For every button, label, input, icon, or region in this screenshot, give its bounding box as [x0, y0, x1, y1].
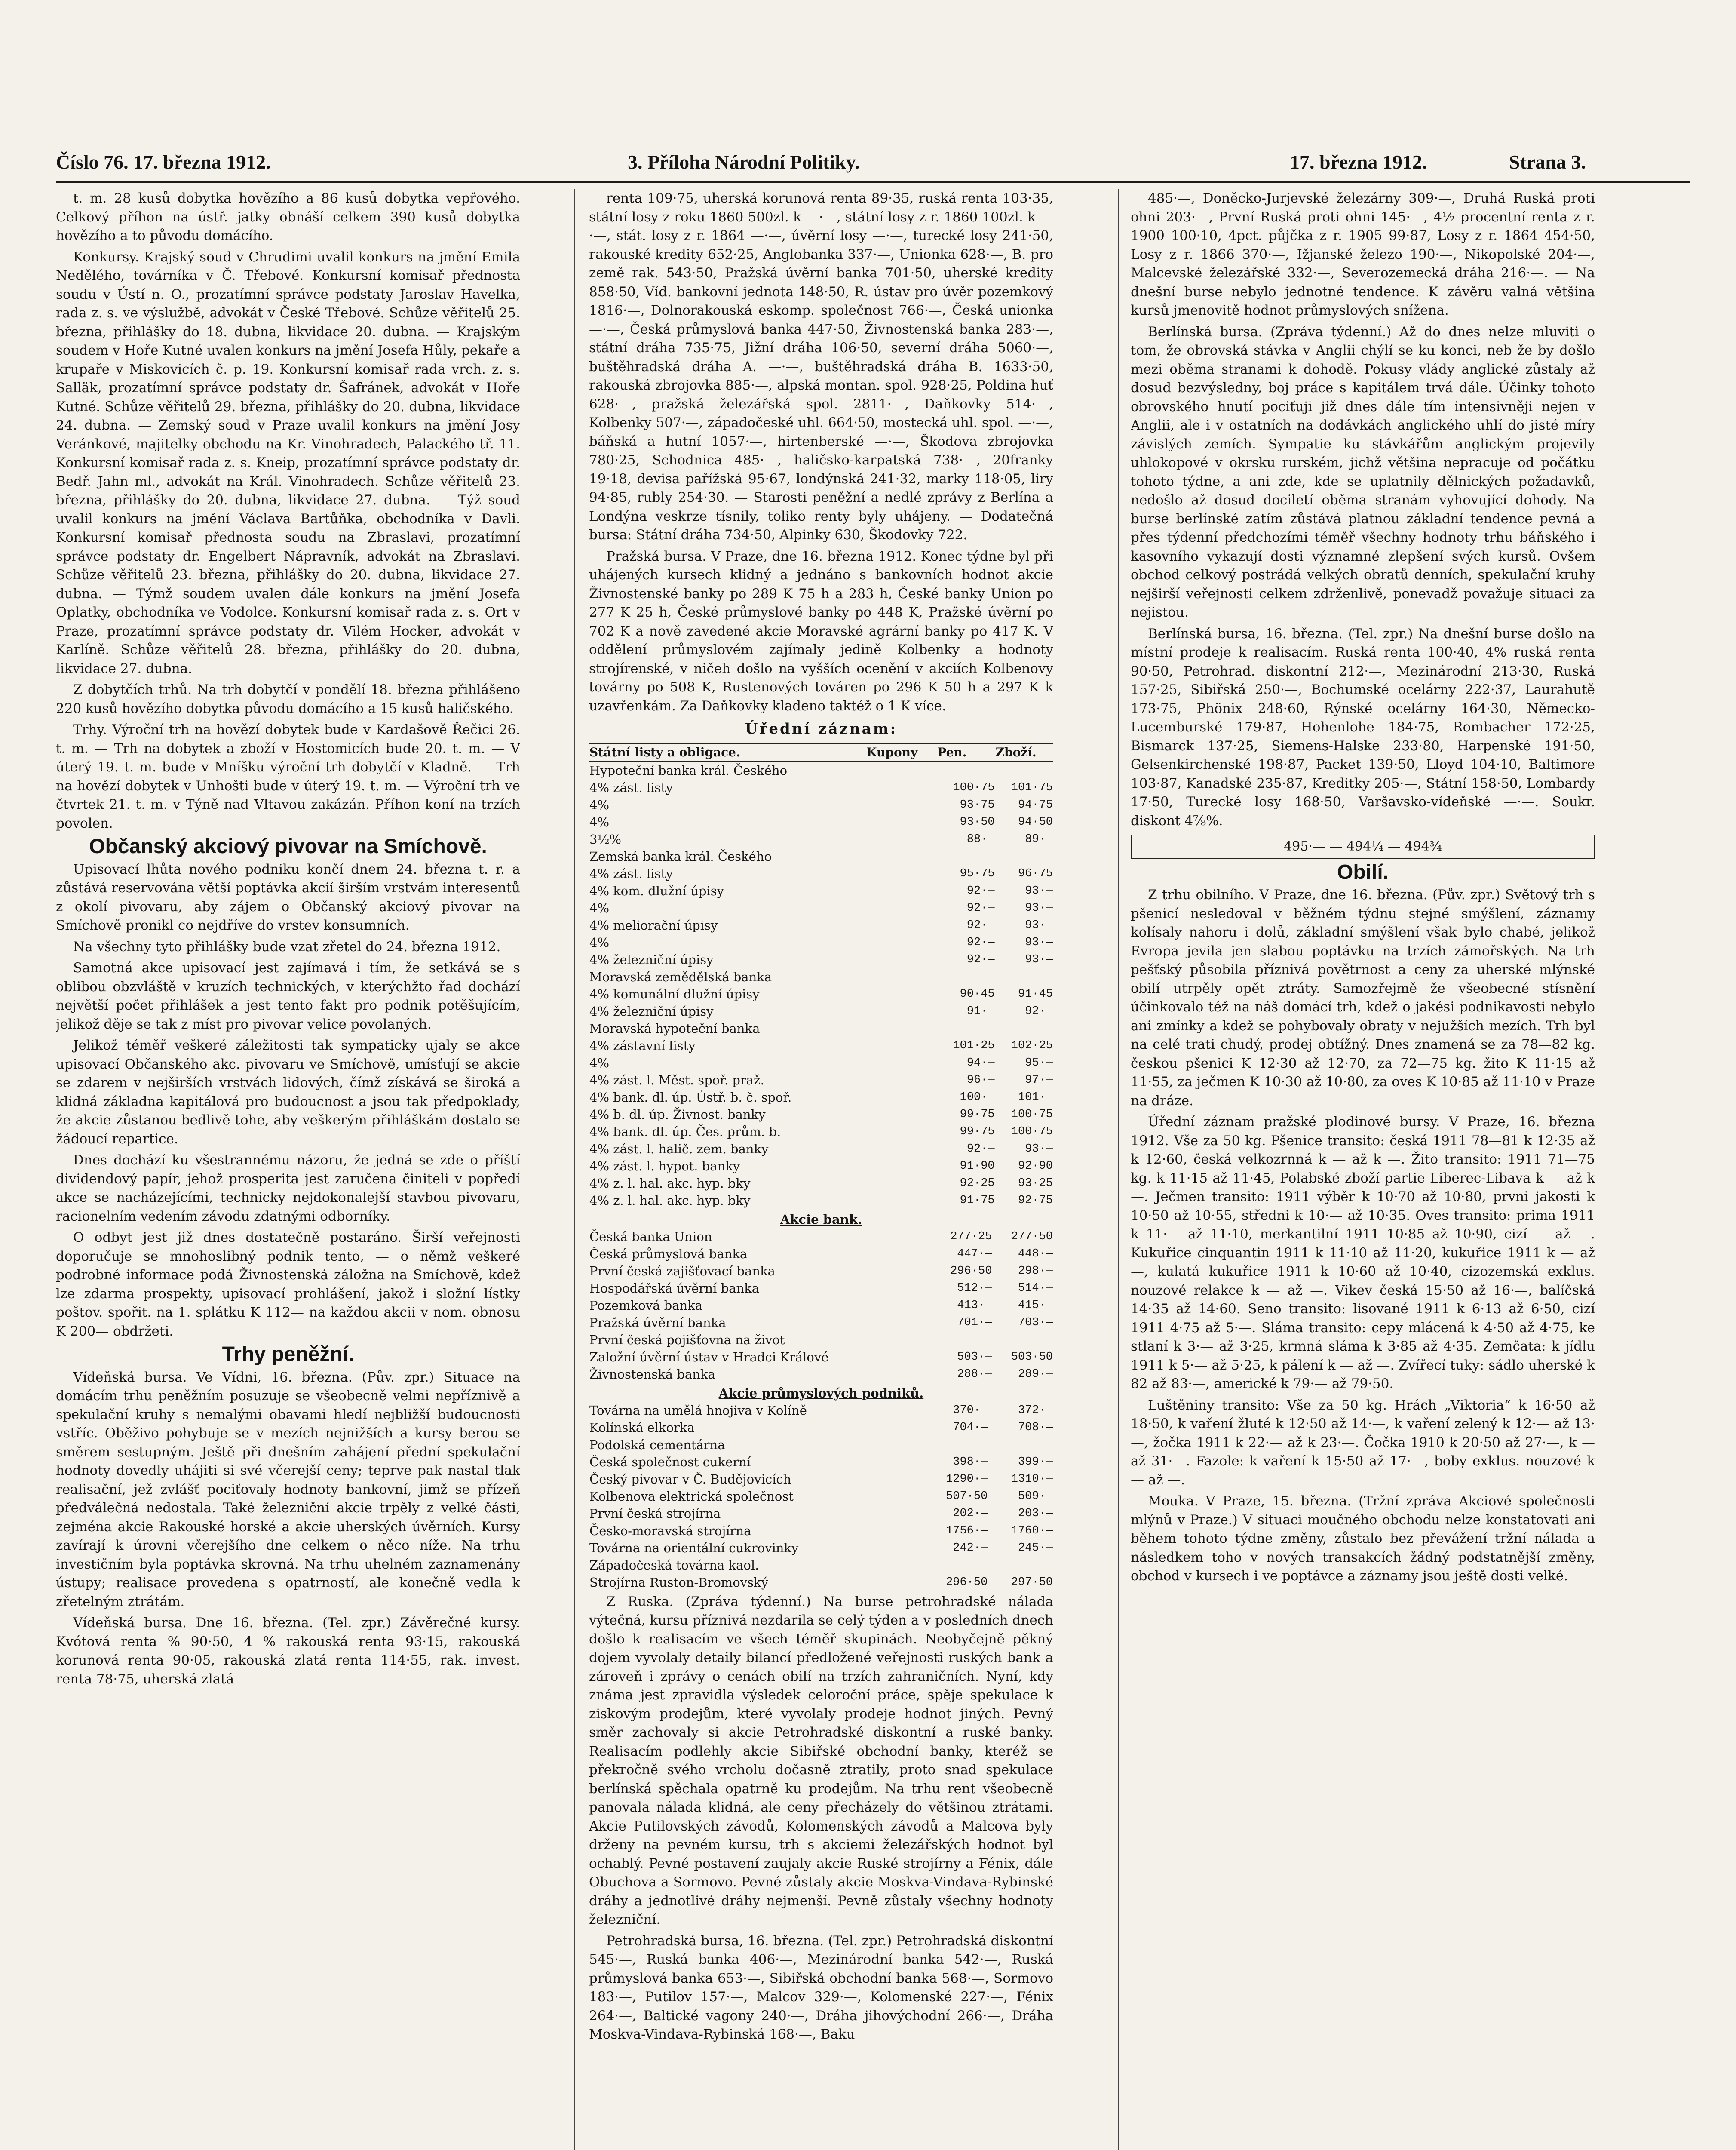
- paragraph: Dnes dochází ku všestrannému názoru, že jedná se zde o příští dividendový papír, jehož prosperita jest zaručena činiteli v popředí akce se nacházejícími, technicky nejdokonalejší stavbou pivovaru, racionelním vedením závodu zdatnými odborníky.: [56, 1152, 520, 1224]
- table-row: [589, 1228, 1053, 1245]
- table-row: [589, 1262, 1053, 1280]
- cell-pen: [937, 968, 995, 986]
- cell-pen: 93·50: [960, 815, 995, 829]
- paragraph: t. m. 28 kusů dobytka hovězího a 86 kusů dobytka vepřového. Celkový příhon na ústř. jatky obnáší celkem 390 kusů dobytka hovězího a to původu domácího.: [56, 190, 520, 243]
- cell-zbozi: 97·—: [1025, 1073, 1053, 1087]
- paragraph-konkursy: Konkursy. Krajský soud v Chrudimi uvalil konkurs na jmění Emila Nedělého, továrníka v Č. Třebové. Konkursní komisař přednosta soudu v Ústí n. O., prozatímní správce podstaty Jaroslav Havelka, rada z. s. ve výslužbě, advokát v České Třebové. Schůze věřitelů 25. března, přihlášky do 18. dubna, likvidace 20. dubna. — Krajským soudem v Hoře Kutné uvalen konkurs na jmění Josefa Hůly, pekaře a krupaře v Miskovicích č. p. 19. Konkursní komisař rada vrch. z. s. Salläk, prozatímní správce podstaty dr. Šafránek, advokát v Hoře Kutné. Schůze věřitelů 29. března, přihlášky do 20. dubna, likvidace 24. dubna. — Zemský soud v Praze uvalil konkurs na jmění Josy Veránkové, majitelky obchodu na Kr. Vinohradech, Palackého tř. 11. Konkursní komisař rada z. s. Kneip, prozatímní správce podstaty dr. Bedř. Jahn ml., advokát na Král. Vinohradech. Schůze věřitelů 23. března, přihlášky do 20. dubna, likvidace 27. dubna. — Týž soud uvalil konkurs na jmění Václava Bartůňka, obchodníka v Davli. Konkursní komisař přednosta soudu na Zbraslavi, prozatímní správce podstaty dr. Engelbert Nápravník, advokát na Zbraslavi. Schůze věřitelů 23. března, přihlášky do 20. dubna, likvidace 27. dubna. — Týmž soudem uvalen dále konkurs na jmění Josefa Oplatky, obchodníka ve Vodolce. Konkursní komisař rada z. s. Ort v Praze, prozatímní správce podstaty dr. Vilém Hocker, advokát v Karlíně. Schůze věřitelů 28. března, přihlášky do 20. dubna, likvidace 27. dubna.: [56, 249, 520, 676]
- cell-name: Pražská úvěrní banka: [589, 1315, 726, 1330]
- cell-zbozi: 298·—: [1018, 1264, 1053, 1278]
- table-row: [589, 1003, 1053, 1020]
- cell-coupons: [866, 1192, 937, 1209]
- table-row: [589, 1158, 1053, 1175]
- cell-pen: 447·—: [957, 1247, 992, 1260]
- table-row: [589, 1089, 1053, 1106]
- cell-name: Česká společnost cukerní: [589, 1454, 751, 1469]
- cell-zbozi: 94·75: [1018, 798, 1053, 811]
- cell-zbozi: 95·—: [1025, 1056, 1053, 1069]
- cell-pen: 512·—: [957, 1281, 992, 1295]
- cell-pen: 95·75: [960, 867, 995, 880]
- cell-pen: 398·—: [953, 1455, 988, 1468]
- table-row: [589, 1020, 1053, 1037]
- cell-coupons: [866, 1106, 937, 1123]
- table-row: [589, 1314, 1053, 1331]
- cell-coupons: [866, 848, 937, 865]
- cell-zbozi: 93·25: [1018, 1176, 1053, 1190]
- cell-name: 4% komunální dlužní úpisy: [589, 986, 760, 1001]
- bank-rows: [589, 1228, 1053, 1383]
- cell-name: 3½%: [589, 832, 622, 847]
- cell-name: 4% zást. l. halič. zem. banky: [589, 1141, 769, 1156]
- cell-coupons: [866, 986, 937, 1003]
- cell-zbozi: 101·—: [1018, 1090, 1053, 1104]
- cell-name: 4%: [589, 814, 610, 829]
- cell-name: Česká průmyslová banka: [589, 1246, 748, 1261]
- cell-zbozi: 708·—: [1018, 1421, 1053, 1434]
- cell-name: Továrna na umělá hnojiva v Kolíně: [589, 1403, 807, 1418]
- paragraph-rusko: Z Ruska. (Zpráva týdenní.) Na burse petrohradské nálada výtečná, kursu příznivá nezdarila se celý týden a v posledních dnech došlo k realisacím ve všech téměř skupinách. Neobyčejně pěkný dojem vyvolaly detaily bilancí předložené veřejnosti ruských bank a zároveň i zprávy o cenách obilí na trzích zahraničních. Nyní, kdy známa jest zpravidla výsledek celoroční práce, spěje spekulace k ziskovým prodejům, které vyvolaly prodeje hodnot jiných. Pevný směr zachovaly si akcie Petrohradské diskontní a ruské banky. Realisacím podlehly akcie Sibiřské obchodní banky, kteréž se překročně svého vrcholu dočasně ztratily, proto snad spekulace berlínská spěchala opatrně ku prodejům. Na trhu rent všeobecně panovala nálada klidná, ale ceny přecházely do většinou ztrátami. Akcie Putilovských závodů, Kolomenských závodů a Malcova byly drženy na pevném kursu, trh s akciemi železářských hodnot byl ochablý. Pevné postavení zaujaly akcie Ruské strojírny a Fénix, dále Obuchova a Sormovo. Pevné zůstaly akcie Moskva-Vindava-Rybinské dráhy a jednotlivé dráhy nejmenší. Pevně zůstaly všechny hodnoty železniční.: [589, 1594, 1053, 1927]
- cell-zbozi: 92·—: [1025, 1004, 1053, 1018]
- cell-zbozi: 1760·—: [1011, 1524, 1053, 1537]
- cell-pen: [937, 1020, 995, 1037]
- table-header: Zboží.: [995, 743, 1053, 762]
- cell-zbozi: [988, 1436, 1053, 1453]
- cell-pen: 507·50: [946, 1490, 988, 1503]
- cell-zbozi: 703·—: [1018, 1316, 1053, 1329]
- paragraph-berlinska-bursa: Berlínská bursa. (Zpráva týdenní.) Až do dnes nelze mluviti o tom, že obrovská stávka v Anglii chýlí se ku konci, neb že by došlo mezi oběma stranami k dohodě. Pokusy vlády anglické zůstaly až dosud bezvýsledny, boj práce s kapitálem trvá dále. Účinky tohoto obrovského hnutí pociťuji již dnes dále tím intensivněji nejen v Anglii, ale i v ostatních na dodávkách anglického uhlí do jisté míry závislých zemích. Sympatie ku stávkářům anglickým projevily uhlokopové v okrsku rurském, jichž většina nepracuje od počátku tohoto týdne, a ani zde, kde se uplatnily dělnických požadavků, nedošlo až dosud dociletí oběma stranám vyhovující dohody. Na burse berlínské zatím zůstává platnou základní tendence pevná a přes týdenní předchozími téměř všechny hodnoty trhu báňského i kasovního vykazují dosti významné zlepšení svých kursů. Ovšem obchod celkový postrádá velkých obratů denních, spekulační kruhy nejširší veřejnosti celkem zdrženlivě, ponevadž považuje situaci za nejistou.: [1131, 324, 1595, 620]
- cell-zbozi: 509·—: [1018, 1490, 1053, 1503]
- cell-zbozi: [995, 1020, 1053, 1037]
- column-1: [56, 189, 520, 2150]
- cell-name: Továrna na orientální cukrovinky: [589, 1540, 799, 1555]
- table-row: [589, 986, 1053, 1003]
- paragraph: Jelikož téměř veškeré záležitosti tak sympaticky ujaly se akce upisovací Občanského akc. pivovaru ve Smíchově, umísťují se akcie se zdarem v nejširších vrstvách lidových, čímž získává se široká a klidná základna kapitálová pro budoucnost a jsou tak předpoklady, že akcie zůstanou bedlivě tohe, aby veškerým přihláškám dostalo se žádoucí repartice.: [56, 1038, 520, 1147]
- page-header: [56, 150, 1690, 181]
- cell-zbozi: 92·75: [1018, 1194, 1053, 1207]
- paragraph-berlinska-kursy: Berlínská bursa, 16. března. (Tel. zpr.) Na dnešní burse došlo na místní prodeje k realisacím. Ruská renta 100·40, 4% ruská renta 90·50, Petrohrad. diskontní 212·—, Mezinárodní 213·30, Ruská 157·25, Sibiřská 250·—, Bochumské ocelárny 222·37, Laurahutě 173·75, Phönix 248·60, Rýnské ocelárny 164·30, Německo-Lucemburské 179·87, Hohenlohe 184·75, Rombacher 172·25, Bismarck 137·25, Siemens-Halske 233·80, Harpenské 191·50, Gelsenkirchenské 198·87, Packet 139·50, Lloyd 104·10, Baltimore 103·87, Kanadské 235·87, Kreditky 205·—, Státní 158·50, Lombardy 17·50, Turecké losy 168·50, Varšavsko-vídeňské —·—. Soukr. diskont 4⅞%.: [1131, 626, 1595, 829]
- cell-coupons: [866, 1175, 937, 1192]
- paragraph: renta 109·75, uherská korunová renta 89·35, ruská renta 103·35, státní losy z roku 1860 500zl. k —·—, státní losy z r. 1860 100zl. k —·—, stát. losy z r. 1864 —·—, úvěrní losy —·—, turecké losy 241·50, rakouské kredity 652·25, Anglobanka 337·—, Unionka 628·—, B. pro země rak. 543·50, Pražská úvěrní banka 701·50, uherské kredity 858·50, Víd. bankovní jednota 148·50, R. ústav pro úvěr pozemkový 1816·—, Dolnorakouská eskomp. společnost 766·—, Česká unionka —·—, Česká průmyslová banka 447·50, Živnostenská banka 283·—, státní dráha 735·75, Jižní dráha 106·50, severní dráha 5060·—, buštěhradská dráha A. —·—, buštěhradská dráha B. 1633·50, rakouská zbrojovka 885·—, alpská montan. spol. 928·25, Poldina huť 628·—, pražská železářská spol. 2811·—, Daňkovky 514·—, Kolbenky 507·—, západočeské uhl. 664·50, mostecká uhl. spol. —·—, báňská a hutní 1057·—, hirtenberské —·—, Škodova zbrojovka 780·25, Schodnica 485·—, haličsko-karpatská 738·—, 20franky 19·18, devisa pařížská 95·67, londýnská 241·32, marky 118·05, liry 94·85, rubly 254·30. — Starosti peněžní a nedlé zprávy z Berlína a Londýna veskrze tísnily, tolikо renty byly uhájeny. — Dodatečná bursa: Státní dráha 734·50, Alpinky 630, Škodovky 722.: [589, 190, 1053, 543]
- cell-zbozi: 93·—: [1025, 936, 1053, 949]
- cell-name: První česká zajišťovací banka: [589, 1263, 775, 1278]
- table-row: [589, 1557, 1053, 1574]
- cell-zbozi: 93·—: [1025, 953, 1053, 966]
- table-row: [589, 1574, 1053, 1591]
- cell-pen: 100·—: [960, 1090, 995, 1104]
- table-row: [589, 1348, 1053, 1366]
- cell-pen: 296·50: [950, 1264, 992, 1278]
- cell-name: 4% zást. listy: [589, 866, 673, 881]
- cell-name: 4%: [589, 797, 610, 812]
- table-row: [589, 1366, 1053, 1383]
- cell-name: Strojírna Ruston-Bromovský: [589, 1575, 768, 1590]
- cell-name: Kolínská elkorka: [589, 1420, 695, 1435]
- cell-zbozi: [995, 968, 1053, 986]
- table-row: [589, 900, 1053, 917]
- cell-zbozi: 245·—: [1018, 1541, 1053, 1554]
- cell-pen: 91·75: [960, 1194, 995, 1207]
- table-row: [589, 1037, 1053, 1054]
- cell-zbozi: 93·—: [1025, 884, 1053, 897]
- cell-coupons: [866, 1089, 937, 1106]
- cell-name: Zemská banka král. Českého: [589, 849, 772, 864]
- cell-name: 4% železniční úpisy: [589, 1004, 714, 1019]
- paragraph-prazska-bursa: Pražská bursa. V Praze, dne 16. března 1912. Konec týdne byl při uhájených kursech klidný a jednáno s bankovních hodnot akcie Živnostenské banky po 289 K 75 h a 283 h, České banky Union po 277 K 25 h, České průmyslové banky po 448 K, Pražské úvěrní po 702 K a nově zavedené akcie Moravské agrární banky po 417 K. V oddělení průmyslovém zajímaly jedině Kolbenky a hodnoty strojírenské, v ničeh došlo na vyšších ocenění v akciích Kolbenovy továrny po 508 K, Rustenových továren po 296 K 50 h a 297 K k uzavřenkám. Za Daňkovky kladeno taktéž o 1 K více.: [589, 548, 1053, 714]
- cell-pen: [932, 1331, 993, 1348]
- cell-name: 4%: [589, 1055, 610, 1070]
- cell-zbozi: 94·50: [1018, 815, 1053, 829]
- cell-zbozi: 415·—: [1018, 1299, 1053, 1312]
- cell-zbozi: 277·50: [1011, 1230, 1053, 1243]
- cell-name: 4% zástavní listy: [589, 1038, 696, 1053]
- cell-pen: 92·—: [966, 953, 995, 966]
- paragraph: Upisovací lhůta nového podniku končí dnem 24. března t. r. a zůstává reservována větší poptávka akcií širším vrstvám interesentů z okolí pivovaru, aby zájem o Občanský akciový pivovar na Smíchově pronikl co nejdříve do vrstev konsumních.: [56, 861, 520, 933]
- cell-coupons: [866, 865, 937, 882]
- cell-name: První česká pojišťovna na život: [589, 1332, 785, 1347]
- section-heading: Obilí.: [1337, 860, 1389, 884]
- column-2: [589, 189, 1053, 2150]
- cell-zbozi: 93·—: [1025, 1142, 1053, 1155]
- cell-name: 4% kom. dlužní úpisy: [589, 883, 724, 898]
- paragraph-obilni-trh: Z trhu obilního. V Praze, dne 16. března. (Pův. zpr.) Světový trh s pšenicí nesledoval v běžném týdnu stejné smýšlení, záznamy kolísaly nahoru i dolů, základní smýšlení však bylo chabé, jelikož Evropa jevila jen slabou poptávku na trzích zámořských. Na trh pešťský působila příznivá povětrnost a ceny za uherské mlýnské obilí utrpěly opět ztráty. Samozřejmě že všeobecné stísnění účinkovalo též na náš domácí trh, kdež o jakési podnikavosti nebylo ani zmínky a kdež se pohybovaly obraty v nejužších mezích. Trh byl na celé trati chudý, prodej obtížný. Dnes znamená se za 78—82 kg. českou pšenici K 12·30 až 12·70, za 72—75 kg. žito K 11·15 až 11·55, za ječmen K 10·30 až 10·80, za oves K 10·85 až 11·10 v Praze na dráze.: [1131, 887, 1595, 1109]
- cell-name: Moravská hypoteční banka: [589, 1021, 760, 1036]
- cell-pen: [923, 1436, 988, 1453]
- table-header: Kupony: [866, 743, 937, 762]
- table-row: [589, 1054, 1053, 1072]
- cell-pen: 93·75: [960, 798, 995, 811]
- table-row: [589, 1471, 1053, 1488]
- cell-pen: 1756·—: [946, 1524, 988, 1537]
- cell-zbozi: 203·—: [1018, 1507, 1053, 1520]
- cell-coupons: [866, 968, 937, 986]
- table-row: [589, 882, 1053, 900]
- cell-name: 4% zást. listy: [589, 780, 673, 795]
- paragraph: 485·—, Doněcko-Jurjevské železárny 309·—, Druhá Ruská proti ohni 203·—, První Ruská proti ohni 145·—, 4½ procentní renta z r. 1900 100·10, 4pct. půjčka z r. 1905 99·87, Losy z r. 1864 454·50, Losy z r. 1866 370·—, Ižjanské železo 190·—, Nikopolské 204·—, Malcevské železářské 332·—, Severozemecká dráha 216·—. — Na dnešní burse nebylo jednotné tendence. K závěru valná většina kursů jmenovitě hodnot průmyslových snížena.: [1131, 190, 1595, 318]
- header-rule: [56, 181, 1690, 183]
- cell-name: Hospodářská úvěrní banka: [589, 1281, 759, 1296]
- cell-zbozi: 289·—: [1018, 1367, 1053, 1381]
- table-row: [589, 831, 1053, 848]
- cell-name: Česká banka Union: [589, 1229, 712, 1244]
- paragraph-plodinova-bursa: Úřední záznam pražské plodinové bursy. V Praze, 16. března 1912. Vše za 50 kg. Pšenice transito: česká 1911 78—81 k 12·35 až k 12·60, česká velkozrnná k — až k —. Žito transito: 1911 71—75 kg. k 11·15 až 11·45, Polabské zboží partie Liberec-Libava k — až k —. Ječmen transito: 1911 výběr k 10·70 až 10·80, prvni jakosti k 10·50 až 10·55, středni k 10·— až 10·35. Oves transito: prima 1911 k 11·— až 11·10, merkantilní 1911 10·85 až 10·90, cizí — až —. Kukuřice cinquantin 1911 k 11·10 až 11·20, kukuřice 1911 k — až —, kulatá kukuřice 1911 k 10·60 až 10·40, cizozemská exklus. nouzové relakce k — až —. Vikev česká 15·50 až 16·—, balíčská 14·35 až 14·60. Seno transito: lisované 1911 k 6·13 až 6·50, cizí 1911 4·75 až 5·—. Sláma transito: cepy mlácená k 4·50 až 4·75, ke stlaní k 3·— až 3·25, krmná sláma k 3·85 až 4·35. Zemčata: k jídlu 1911 k 5·— až 5·25, k pálení k — až —. Zvířecí tuky: sádlo uherské k 82 až 83·—, americké k 79·— až 79·50.: [1131, 1114, 1595, 1391]
- cell-coupons: [866, 1054, 937, 1072]
- table-row: [589, 951, 1053, 968]
- cell-coupons: [866, 762, 937, 779]
- cell-zbozi: 100·75: [1011, 1125, 1053, 1138]
- table-row: [589, 917, 1053, 934]
- table-row: [589, 779, 1053, 796]
- cell-zbozi: [988, 1557, 1053, 1574]
- header-date: 17. března 1912.: [1290, 151, 1427, 173]
- cell-name: 4% meliorační úpisy: [589, 918, 718, 933]
- table-row: [589, 848, 1053, 865]
- section-heading: Trhy peněžní.: [222, 1343, 354, 1366]
- cell-name: Živnostenská banka: [589, 1367, 715, 1382]
- bond-table: [589, 743, 1053, 1209]
- table-row: [589, 1505, 1053, 1522]
- cell-zbozi: 101·75: [1011, 781, 1053, 794]
- cell-coupons: [866, 1003, 937, 1020]
- official-record-heading: Úřední záznam:: [745, 720, 898, 737]
- cell-name: 4% z. l. hal. akc. hyp. bky: [589, 1193, 751, 1208]
- cell-coupons: [866, 882, 937, 900]
- table-row: [589, 1331, 1053, 1348]
- table-row: [589, 1402, 1053, 1419]
- cell-pen: 202·—: [953, 1507, 988, 1520]
- paragraph-dobytci-trhy: Z dobytčích trhů. Na trh dobytčí v pondělí 18. března přihlášeno 220 kusů hovězího dobytka původu domácího a 15 kusů haličského.: [56, 682, 520, 716]
- table-row: [589, 1488, 1053, 1505]
- issue-number: Číslo 76. 17. března 1912.: [56, 151, 271, 173]
- cell-zbozi: 92·90: [1018, 1159, 1053, 1173]
- cell-zbozi: 89·—: [1025, 832, 1053, 846]
- cell-coupons: [866, 1158, 937, 1175]
- cell-zbozi: [992, 1331, 1053, 1348]
- cell-zbozi: [995, 848, 1053, 865]
- cell-name: 4% bank. dl. úp. Ústř. b. č. spoř.: [589, 1090, 792, 1105]
- article-heading: Občanský akciový pivovar na Smíchově.: [89, 835, 487, 858]
- cell-name: 4% železniční úpisy: [589, 952, 714, 967]
- cell-pen: 92·—: [966, 901, 995, 915]
- table-row: [589, 865, 1053, 882]
- cell-pen: 704·—: [953, 1421, 988, 1434]
- cell-pen: 91·90: [960, 1159, 995, 1173]
- cell-pen: 242·—: [953, 1541, 988, 1554]
- table-row: [589, 1453, 1053, 1471]
- table-row: [589, 796, 1053, 814]
- cell-pen: [937, 762, 995, 779]
- cell-coupons: [866, 900, 937, 917]
- cell-coupons: [866, 814, 937, 831]
- table-row: [589, 1072, 1053, 1089]
- bank-table: [589, 1211, 1053, 1383]
- cell-pen: 288·—: [957, 1367, 992, 1381]
- cell-zbozi: [995, 762, 1053, 779]
- cell-pen: 92·—: [966, 884, 995, 897]
- cell-name: 4%: [589, 935, 610, 950]
- cell-coupons: [866, 917, 937, 934]
- cell-pen: 503·—: [957, 1350, 992, 1364]
- cell-name: Západočeská továrna kaol.: [589, 1557, 759, 1573]
- cell-zbozi: 96·75: [1018, 867, 1053, 880]
- table-row: [589, 1297, 1053, 1314]
- cell-pen: 88·—: [966, 832, 995, 846]
- table-row: [589, 1175, 1053, 1192]
- cell-pen: 277·25: [950, 1230, 992, 1243]
- cell-name: Pozemková banka: [589, 1298, 703, 1313]
- cell-pen: 99·75: [960, 1108, 995, 1121]
- cell-pen: 296·50: [946, 1576, 988, 1589]
- cell-zbozi: 1310·—: [1011, 1472, 1053, 1486]
- table-header: Státní listy a obligace.: [589, 743, 866, 762]
- table-row: [589, 1106, 1053, 1123]
- paragraph-mouka: Mouka. V Praze, 15. března. (Tržní zpráva Akciové společnosti mlýnů v Praze.) V situaci moučného obchodu nelze konstatovati ani během tohoto týdne změny, zůstalo bez převážení tržní nálada a následkem toho v nových transakcích žádný podstatnější změny, obchod v kursech i ve poptávce a záznamy jsou ještě dosti velké.: [1131, 1493, 1595, 1584]
- cell-pen: 90·45: [960, 987, 995, 1001]
- supplement-title: 3. Příloha Národní Politiky.: [628, 151, 860, 173]
- table-section: Akcie průmyslových podniků.: [718, 1385, 924, 1401]
- cell-zbozi: 93·—: [1025, 918, 1053, 932]
- cell-pen: 92·—: [966, 936, 995, 949]
- table-row: [589, 1140, 1053, 1158]
- cell-coupons: [866, 1072, 937, 1089]
- cell-name: Kolbenova elektrická společnost: [589, 1489, 794, 1504]
- cell-pen: 94·—: [966, 1056, 995, 1069]
- table-section: Akcie bank.: [780, 1212, 862, 1227]
- paragraph-trhy: Trhy. Výroční trh na hovězí dobytek bude v Kardašově Řečici 26. t. m. — Trh na dobytek a zboží v Hostomicích bude 20. t. m. — V úterý 19. t. m. bude v Mníšku výroční trh dobytčí v Kladně. — Trh na hovězí dobytek v Unhošti bude v úterý 19. t. m. — Výroční trh ve čtvrtek 21. t. m. v Týně nad Vltavou zakázán. Příhon koní na trzích povolen.: [56, 722, 520, 831]
- paragraph-videnska-bursa: Vídeňská bursa. Ve Vídni, 16. března. (Pův. zpr.) Situace na domácím trhu peněžním posuzuje se všeobecně velmi nepříznivě a spekulační kruhy s nemalými obavami hledí nejbližší budoucnosti vstříc. Oběživo pohybuje se v mezích nejnižších a kursy berou se směrem sestupným. Ještě při dnešním zahájení přední spekulační hodnoty dovedly uhájiti si své včerejší ceny; teprve pak nastal tlak realisační, jež zvlášť pociťovaly hodnoty bankovní, jimž se přízeň předválečná nedostala. Také železniční akcie trpěly z velké části, zejména akcie Rakouské horské a akcie uherských úvěrních. Kursy zavírají k úrovni včerejšího dne celkem o něco níže. Na trhu investičním byla poptávka skrovná. Na trhu uhelném zaznamenány ústupy; realisace provedena s opatrností, ale konečně vedla k zřetelným ztrátám.: [56, 1369, 520, 1609]
- column-divider: [1118, 189, 1119, 2150]
- cell-zbozi: 503·50: [1011, 1350, 1053, 1364]
- cell-zbozi: 372·—: [1018, 1404, 1053, 1417]
- table-row: [589, 1522, 1053, 1539]
- cell-name: 4%: [589, 900, 610, 915]
- table-row: [589, 1280, 1053, 1297]
- page-number: Strana 3.: [1509, 151, 1586, 173]
- cell-zbozi: 514·—: [1018, 1281, 1053, 1295]
- cell-coupons: [866, 1140, 937, 1158]
- cell-name: 4% z. l. hal. akc. hyp. bky: [589, 1176, 751, 1191]
- cell-coupons: [866, 779, 937, 796]
- cell-pen: [923, 1557, 988, 1574]
- cell-pen: 370·—: [953, 1404, 988, 1417]
- paragraph-petrohrad: Petrohradská bursa, 16. března. (Tel. zpr.) Petrohradská diskontní 545·—, Ruská banka 406·—, Mezinárodní banka 542·—, Ruská průmyslová banka 653·—, Sibiřská obchodní banka 568·—, Sormovo 183·—, Putilov 157·—, Malcov 329·—, Kolomenské 227·—, Fénix 264·—, Baltické vagony 240·—, Dráha jihovýchodní 266·—, Dráha Moskva-Vindava-Rybinská 168·—, Baku: [589, 1933, 1053, 2042]
- cell-zbozi: 297·50: [1011, 1576, 1053, 1589]
- cell-pen: 1290·—: [946, 1472, 988, 1486]
- table-row: [589, 1192, 1053, 1209]
- cell-zbozi: 399·—: [1018, 1455, 1053, 1468]
- column-divider: [574, 189, 575, 2150]
- column-3: [1131, 189, 1595, 2150]
- cell-pen: 101·25: [953, 1039, 995, 1052]
- table-row: [589, 1419, 1053, 1436]
- cell-zbozi: 93·—: [1025, 901, 1053, 915]
- cell-zbozi: 91·45: [1018, 987, 1053, 1001]
- cell-name: Hypoteční banka král. Českého: [589, 763, 788, 778]
- cell-coupons: [866, 934, 937, 951]
- cell-pen: 91·—: [966, 1004, 995, 1018]
- table-row: [589, 1245, 1053, 1262]
- quote-box: 495·— — 494¼ — 494¾: [1131, 835, 1595, 859]
- table-row: [589, 814, 1053, 831]
- cell-name: 4% bank. dl. úp. Čes. prům. b.: [589, 1124, 781, 1139]
- cell-name: Český pivovar v Č. Budějovicích: [589, 1471, 791, 1487]
- table-row: [589, 1436, 1053, 1453]
- cell-zbozi: 100·75: [1011, 1108, 1053, 1121]
- table-row: [589, 934, 1053, 951]
- cell-pen: 100·75: [953, 781, 995, 794]
- cell-name: Česko-moravská strojírna: [589, 1523, 751, 1538]
- industry-rows: [589, 1402, 1053, 1591]
- cell-name: První česká strojírna: [589, 1506, 721, 1521]
- cell-pen: 413·—: [957, 1299, 992, 1312]
- paragraph: Samotná akce upisovací jest zajímavá i tím, že setkává se s oblibou obzvláště v kruzích technických, v kterýchžto řad dochází největší počet přihlášek a jest tento fakt pro podnik potěšujícím, jelikož děje se tak z míst pro pivovar velice povolaných.: [56, 960, 520, 1032]
- cell-coupons: [866, 951, 937, 968]
- paragraph-lusteniny: Luštěniny transito: Vše za 50 kg. Hrách „Viktoria“ k 16·50 až 18·50, k vaření žluté k 12·50 až 14·—, k vaření zelený k 12·— až 13·—, žočka 1911 k 22·— až k 23·—. Čočka 1910 k 20·50 až 27·—, k — až 31·—. Fazole: k vaření k 15·50 až 17·—, boby exklus. nouzové k — až —.: [1131, 1397, 1595, 1488]
- cell-pen: 92·—: [966, 918, 995, 932]
- cell-pen: 92·—: [966, 1142, 995, 1155]
- cell-coupons: [866, 1037, 937, 1054]
- cell-pen: 96·—: [966, 1073, 995, 1087]
- table-row: [589, 1123, 1053, 1140]
- table-row: [589, 762, 1053, 779]
- cell-coupons: [866, 796, 937, 814]
- cell-name: 4% zást. l. Měst. spoř. praž.: [589, 1072, 764, 1087]
- cell-zbozi: 448·—: [1018, 1247, 1053, 1260]
- cell-pen: [937, 848, 995, 865]
- cell-coupons: [866, 831, 937, 848]
- cell-name: Moravská zemědělská banka: [589, 969, 772, 984]
- cell-name: 4% zást. l. hypot. banky: [589, 1158, 740, 1173]
- paragraph: Na všechny tyto přihlášky bude vzat zřetel do 24. března 1912.: [73, 939, 501, 955]
- cell-zbozi: 102·25: [1011, 1039, 1053, 1052]
- cell-coupons: [866, 1020, 937, 1037]
- cell-pen: 92·25: [960, 1176, 995, 1190]
- paragraph-videnska-kursy: Vídeňská bursa. Dne 16. března. (Tel. zpr.) Závěrečné kursy. Kvótová renta % 90·50, 4 % rakouská renta 93·15, rakouská korunová renta 90·05, rakouská zlatá renta 114·55, rak. invest. renta 78·75, uherská zlatá: [56, 1615, 520, 1687]
- cell-pen: 701·—: [957, 1316, 992, 1329]
- table-row: [589, 1539, 1053, 1557]
- paragraph: O odbyt jest již dnes dostatečně postaráno. Širší veřejnosti doporučuje se mnohoslibný podnik tento, — o němž veškeré podrobné informace podá Živnostenská záložna na Smíchově, kdež lze zdarma prospekty, upisovací prohlášení, jakož i složní lístky poštov. spořit. na 1. splátku K 112— na každou akcii v nom. obnosu K 200— obdržeti.: [56, 1230, 520, 1339]
- cell-name: Založní úvěrní ústav v Hradci Králové: [589, 1349, 829, 1364]
- cell-name: Podolská cementárna: [589, 1437, 725, 1452]
- cell-pen: 99·75: [960, 1125, 995, 1138]
- cell-coupons: [866, 1123, 937, 1140]
- table-row: [589, 968, 1053, 986]
- industry-table: [589, 1385, 1053, 1591]
- table-header: Pen.: [937, 743, 995, 762]
- cell-name: 4% b. dl. úp. Živnost. banky: [589, 1107, 766, 1122]
- bond-rows: [589, 762, 1053, 1209]
